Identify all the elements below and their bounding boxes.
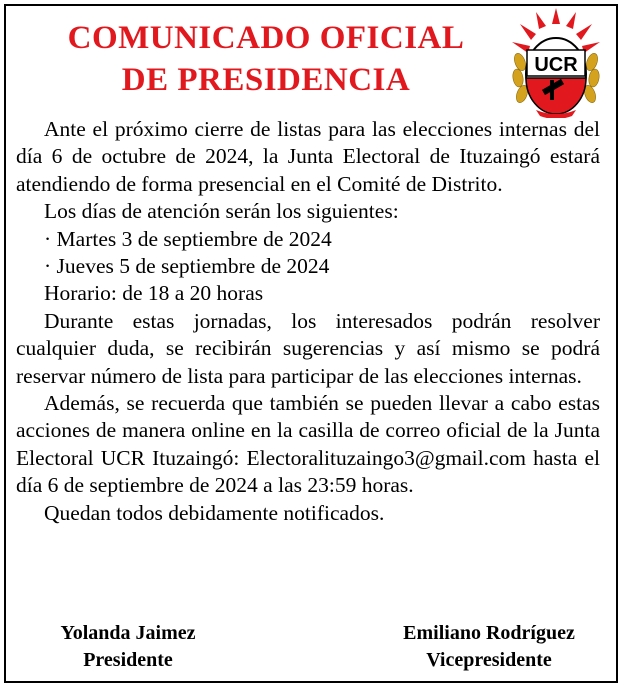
days-intro: Los días de atención serán los siguientes:	[44, 199, 399, 224]
ucr-logo	[506, 6, 606, 118]
signature-role: Presidente	[83, 649, 173, 671]
signature-role: Vicepresidente	[426, 649, 552, 671]
signature-name: Emiliano Rodríguez	[403, 622, 575, 644]
paragraph-jornadas: Durante estas jornadas, los interesados podrán resolver cualquier duda, se recibirán sugerencias y así mismo se podrá reservar número de lista para participar de las elecciones internas.	[16, 308, 600, 388]
signature-president	[38, 620, 218, 674]
notice-title-line-1: COMUNICADO OFICIAL	[67, 20, 465, 56]
signature-vicepresident	[374, 620, 604, 674]
day-item: · Jueves 5 de septiembre de 2024	[44, 254, 330, 279]
notice-title-line-2: DE PRESIDENCIA	[121, 62, 411, 98]
notice-body	[16, 116, 600, 527]
day-item: · Martes 3 de septiembre de 2024	[44, 226, 332, 251]
closing-text: Quedan todos debidamente notificados.	[44, 500, 385, 525]
schedule-text: Horario: de 18 a 20 horas	[44, 281, 264, 306]
paragraph-online: Además, se recuerda que también se pueden llevar a cabo estas acciones de manera online en la casilla de correo oficial de la Junta Electoral UCR Ituzaingó: Electoralituzaingo3@gmail.com hasta el día 6 de septiembre de 2024 a las 23:59 horas.	[16, 391, 600, 498]
signature-name: Yolanda Jaimez	[60, 622, 196, 644]
paragraph-intro: Ante el próximo cierre de listas para las elecciones internas del día 6 de octubre de 2024, la Junta Electoral de Ituzaingó estará atendiendo de forma presencial en el Comité de Distrito.	[16, 117, 600, 196]
ucr-logo-text: UCR	[534, 54, 578, 76]
